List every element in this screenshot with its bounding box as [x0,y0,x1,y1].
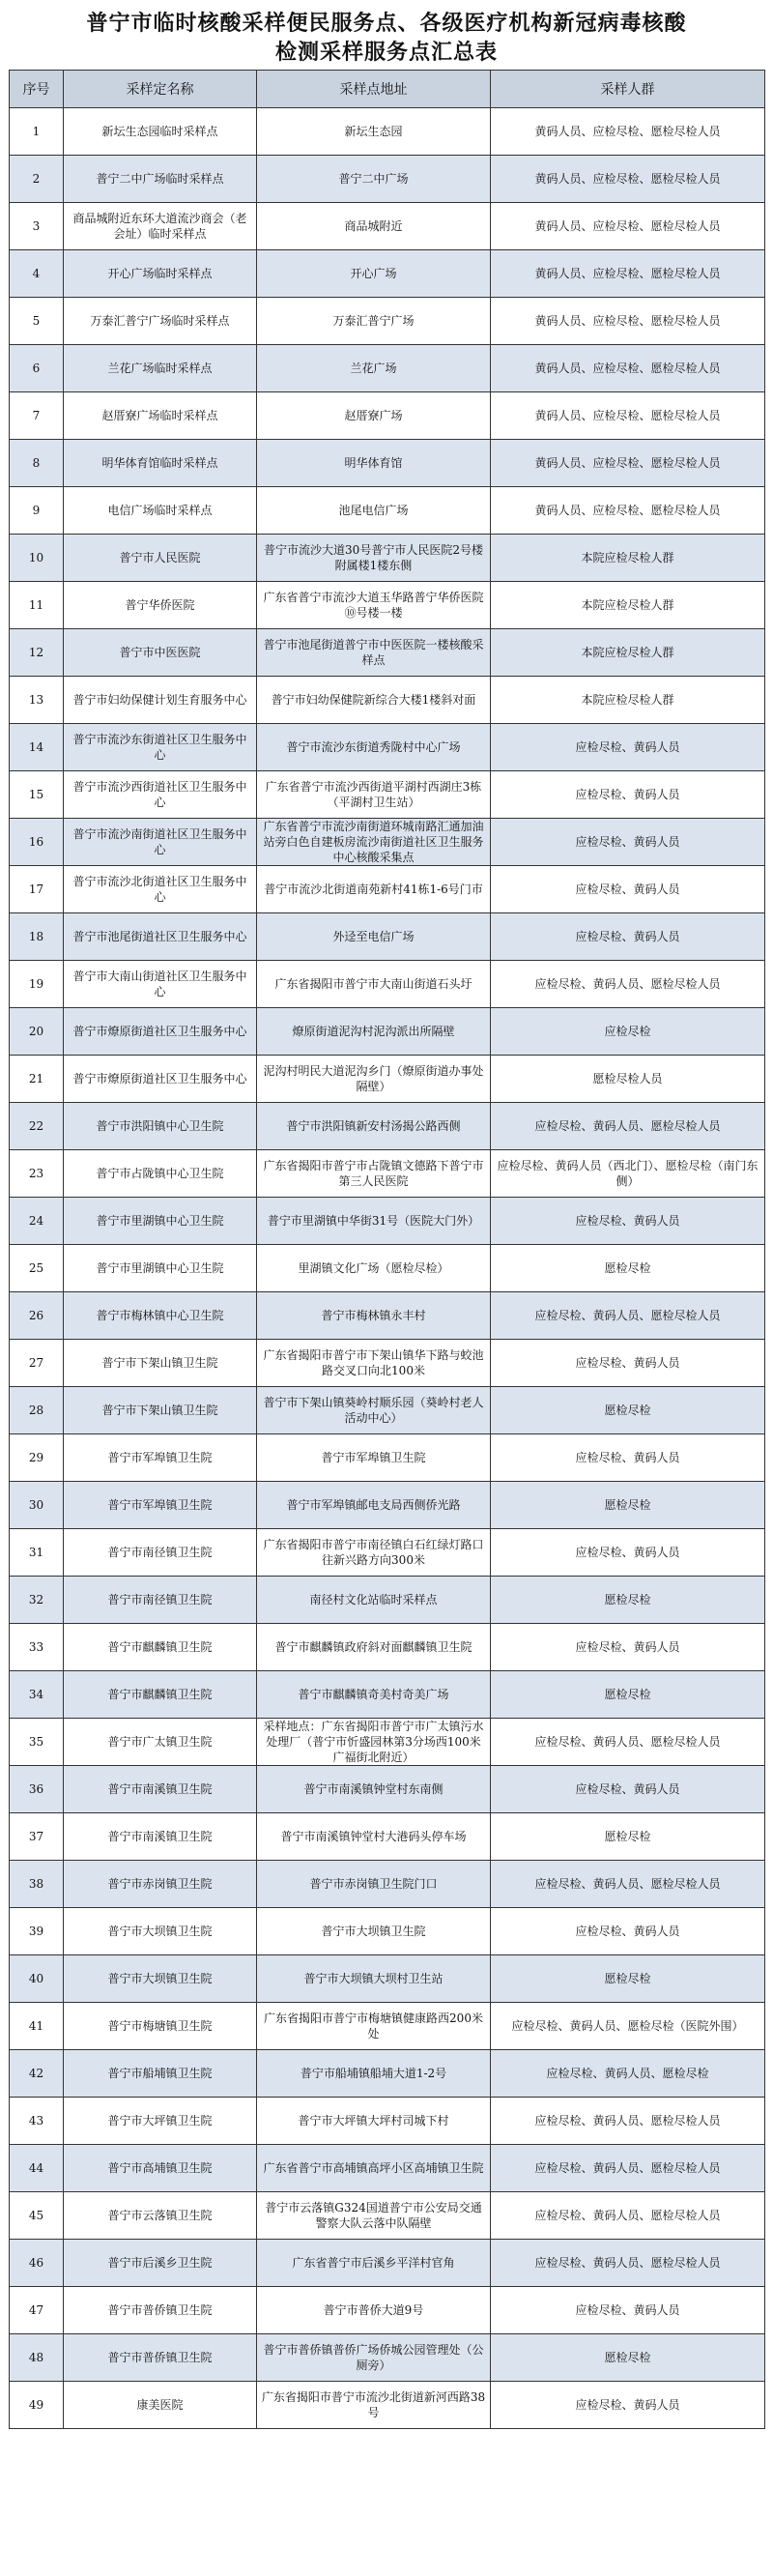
cell-site-address: 赵厝寮广场 [257,392,491,440]
cell-site-address: 普宁市军埠镇卫生院 [257,1434,491,1482]
table-row [10,1861,765,1908]
cell-index: 11 [10,582,64,629]
cell-target-group: 应检尽检、黄码人员、愿检尽检人员 [491,1861,765,1908]
table-row [10,1624,765,1671]
table-row [10,1719,765,1766]
cell-site-address: 广东省揭阳市普宁市南径镇白石红绿灯路口往新兴路方向300米 [257,1529,491,1577]
cell-site-address: 池尾电信广场 [257,487,491,535]
cell-index: 2 [10,156,64,203]
cell-target-group: 应检尽检、黄码人员 [491,1908,765,1955]
cell-index: 22 [10,1103,64,1150]
cell-target-group: 黄码人员、应检尽检、愿检尽检人员 [491,108,765,156]
cell-site-name: 普宁市船埔镇卫生院 [64,2050,257,2098]
cell-site-address: 广东省揭阳市普宁市占陇镇文德路下普宁市第三人民医院 [257,1150,491,1198]
title-line-1: 普宁市临时核酸采样便民服务点、各级医疗机构新冠病毒核酸 [86,11,687,36]
cell-index: 39 [10,1908,64,1955]
cell-site-address: 普宁市南溪镇钟堂村东南侧 [257,1766,491,1813]
cell-site-name: 普宁二中广场临时采样点 [64,156,257,203]
cell-site-address: 普宁市普侨大道9号 [257,2287,491,2334]
cell-site-address: 普宁市流沙东街道秀陇村中心广场 [257,724,491,771]
cell-site-address: 明华体育馆 [257,440,491,487]
cell-site-name: 新坛生态园临时采样点 [64,108,257,156]
cell-site-name: 普宁市大坝镇卫生院 [64,1955,257,2003]
cell-site-address: 兰花广场 [257,345,491,392]
cell-site-name: 普宁市里湖镇中心卫生院 [64,1245,257,1292]
cell-index: 19 [10,961,64,1008]
cell-index: 5 [10,298,64,345]
cell-site-address: 普宁市下架山镇葵岭村顺乐园（葵岭村老人活动中心） [257,1387,491,1434]
cell-site-name: 普宁市军埠镇卫生院 [64,1482,257,1529]
cell-index: 20 [10,1008,64,1056]
cell-target-group: 愿检尽检人员 [491,1056,765,1103]
cell-index: 16 [10,819,64,866]
cell-site-address: 普宁市赤岗镇卫生院门口 [257,1861,491,1908]
table-row [10,1908,765,1955]
cell-site-address: 普宁市流沙北街道南苑新村41栋1-6号门市 [257,866,491,913]
table-row [10,1150,765,1198]
table-row [10,1340,765,1387]
cell-target-group: 应检尽检、黄码人员 [491,1340,765,1387]
header-site-address: 采样点地址 [257,71,491,108]
cell-index: 7 [10,392,64,440]
cell-site-name: 普宁市高埔镇卫生院 [64,2145,257,2192]
table-row [10,1955,765,2003]
cell-site-address: 泥沟村明民大道泥沟乡门（燎原街道办事处隔壁） [257,1056,491,1103]
cell-site-name: 普宁市大坪镇卫生院 [64,2098,257,2145]
cell-site-address: 普宁市洪阳镇新安村汤揭公路西侧 [257,1103,491,1150]
table-row [10,392,765,440]
header-row [10,71,765,108]
cell-site-address: 普宁市云落镇G324国道普宁市公安局交通警察大队云落中队隔壁 [257,2192,491,2240]
cell-site-address: 广东省揭阳市普宁市下架山镇华下路与蛟池路交叉口向北100米 [257,1340,491,1387]
table-row [10,1529,765,1577]
cell-index: 28 [10,1387,64,1434]
table-row [10,2003,765,2050]
cell-site-name: 赵厝寮广场临时采样点 [64,392,257,440]
cell-index: 35 [10,1719,64,1766]
table-row [10,2192,765,2240]
cell-site-name: 普宁市妇幼保健计划生育服务中心 [64,677,257,724]
cell-site-name: 普宁市梅塘镇卫生院 [64,2003,257,2050]
cell-index: 42 [10,2050,64,2098]
cell-index: 46 [10,2240,64,2287]
table-row [10,2098,765,2145]
cell-target-group: 黄码人员、应检尽检、愿检尽检人员 [491,156,765,203]
cell-site-address: 普宁市普侨镇普侨广场侨城公园管理处（公厕旁） [257,2334,491,2382]
cell-site-name: 普宁市南径镇卫生院 [64,1529,257,1577]
cell-site-address: 开心广场 [257,250,491,298]
cell-index: 14 [10,724,64,771]
cell-index: 10 [10,535,64,582]
cell-site-name: 兰花广场临时采样点 [64,345,257,392]
cell-target-group: 黄码人员、应检尽检、愿检尽检人员 [491,392,765,440]
cell-site-address: 普宁市大坪镇大坪村司城下村 [257,2098,491,2145]
cell-site-name: 普宁市人民医院 [64,535,257,582]
cell-target-group: 应检尽检、黄码人员 [491,866,765,913]
table-row [10,724,765,771]
cell-target-group: 应检尽检、黄码人员（西北门）、愿检尽检（南门东侧） [491,1150,765,1198]
table-row [10,2240,765,2287]
cell-site-address: 广东省揭阳市普宁市梅塘镇健康路西200米处 [257,2003,491,2050]
cell-site-name: 普宁市云落镇卫生院 [64,2192,257,2240]
cell-site-name: 普宁市流沙东街道社区卫生服务中心 [64,724,257,771]
table-row [10,156,765,203]
cell-index: 41 [10,2003,64,2050]
cell-site-name: 普宁市池尾街道社区卫生服务中心 [64,913,257,961]
header-index: 序号 [10,71,64,108]
cell-site-name: 普宁市下架山镇卫生院 [64,1387,257,1434]
cell-target-group: 愿检尽检 [491,1482,765,1529]
cell-index: 34 [10,1671,64,1719]
cell-index: 1 [10,108,64,156]
table-row [10,535,765,582]
cell-site-address: 普宁市南溪镇钟堂村大港码头停车场 [257,1813,491,1861]
table-row [10,298,765,345]
cell-target-group: 应检尽检、黄码人员、愿检尽检人员 [491,1103,765,1150]
table-row [10,1387,765,1434]
cell-index: 40 [10,1955,64,2003]
cell-site-address: 南径村文化站临时采样点 [257,1577,491,1624]
table-row [10,1434,765,1482]
table-row [10,440,765,487]
table-row [10,345,765,392]
cell-site-name: 普宁市赤岗镇卫生院 [64,1861,257,1908]
cell-target-group: 黄码人员、应检尽检、愿检尽检人员 [491,487,765,535]
table-row [10,1245,765,1292]
cell-index: 32 [10,1577,64,1624]
cell-index: 15 [10,771,64,819]
table-row [10,1577,765,1624]
cell-target-group: 愿检尽检 [491,1387,765,1434]
cell-index: 48 [10,2334,64,2382]
cell-site-name: 普宁市占陇镇中心卫生院 [64,1150,257,1198]
cell-site-address: 燎原街道泥沟村泥沟派出所隔壁 [257,1008,491,1056]
page-title [9,8,764,68]
header-site-name: 采样定名称 [64,71,257,108]
cell-target-group: 应检尽检、黄码人员、愿检尽检人员 [491,2145,765,2192]
cell-site-name: 普宁市后溪乡卫生院 [64,2240,257,2287]
table-row [10,203,765,250]
cell-target-group: 应检尽检、黄码人员 [491,1434,765,1482]
table-row [10,2287,765,2334]
table-row [10,771,765,819]
cell-index: 29 [10,1434,64,1482]
cell-site-address: 普宁市麒麟镇政府斜对面麒麟镇卫生院 [257,1624,491,1671]
cell-site-address: 普宁市里湖镇中华街31号（医院大门外） [257,1198,491,1245]
cell-target-group: 黄码人员、应检尽检、愿检尽检人员 [491,298,765,345]
cell-target-group: 应检尽检、黄码人员 [491,1529,765,1577]
cell-site-address: 广东省普宁市高埔镇高坪小区高埔镇卫生院 [257,2145,491,2192]
cell-site-address: 普宁市军埠镇邮电支局西侧侨光路 [257,1482,491,1529]
cell-site-name: 普宁市南溪镇卫生院 [64,1813,257,1861]
cell-target-group: 愿检尽检 [491,1813,765,1861]
cell-site-address: 广东省普宁市流沙南街道环城南路汇通加油站旁白色自建板房流沙南街道社区卫生服务中心核酸采集点 [257,819,491,866]
cell-target-group: 应检尽检、黄码人员、愿检尽检人员 [491,2098,765,2145]
table-header [10,71,765,108]
cell-site-name: 普宁市下架山镇卫生院 [64,1340,257,1387]
cell-index: 31 [10,1529,64,1577]
table-row [10,2050,765,2098]
cell-target-group: 应检尽检、黄码人员 [491,2382,765,2429]
cell-site-name: 普宁市麒麟镇卫生院 [64,1624,257,1671]
cell-target-group: 应检尽检、黄码人员 [491,913,765,961]
cell-site-name: 开心广场临时采样点 [64,250,257,298]
cell-target-group: 黄码人员、应检尽检、愿检尽检人员 [491,203,765,250]
cell-site-name: 普宁市普侨镇卫生院 [64,2334,257,2382]
cell-target-group: 愿检尽检 [491,1671,765,1719]
header-target-group: 采样人群 [491,71,765,108]
cell-site-name: 普宁市军埠镇卫生院 [64,1434,257,1482]
cell-site-name: 明华体育馆临时采样点 [64,440,257,487]
cell-target-group: 本院应检尽检人群 [491,535,765,582]
cell-target-group: 应检尽检、黄码人员 [491,2287,765,2334]
cell-target-group: 应检尽检、黄码人员、愿检尽检人员 [491,2192,765,2240]
cell-index: 24 [10,1198,64,1245]
table-row [10,2145,765,2192]
cell-index: 8 [10,440,64,487]
cell-index: 49 [10,2382,64,2429]
cell-site-name: 普宁华侨医院 [64,582,257,629]
cell-site-name: 普宁市流沙南街道社区卫生服务中心 [64,819,257,866]
cell-site-address: 商品城附近 [257,203,491,250]
cell-index: 36 [10,1766,64,1813]
cell-site-address: 里湖镇文化广场（愿检尽检） [257,1245,491,1292]
cell-index: 33 [10,1624,64,1671]
cell-index: 17 [10,866,64,913]
cell-site-name: 普宁市麒麟镇卫生院 [64,1671,257,1719]
cell-site-name: 商品城附近东环大道流沙商会（老会址）临时采样点 [64,203,257,250]
cell-target-group: 应检尽检、黄码人员 [491,771,765,819]
cell-site-address: 普宁市池尾街道普宁市中医医院一楼核酸采样点 [257,629,491,677]
cell-site-address: 普宁市麒麟镇奇美村奇美广场 [257,1671,491,1719]
cell-index: 18 [10,913,64,961]
cell-site-name: 普宁市流沙西街道社区卫生服务中心 [64,771,257,819]
cell-target-group: 应检尽检、黄码人员、愿检尽检人员 [491,1719,765,1766]
cell-site-name: 普宁市广太镇卫生院 [64,1719,257,1766]
cell-target-group: 应检尽检、黄码人员、愿检尽检 [491,2050,765,2098]
cell-site-name: 普宁市燎原街道社区卫生服务中心 [64,1056,257,1103]
cell-site-address: 万泰汇普宁广场 [257,298,491,345]
cell-site-address: 普宁市流沙大道30号普宁市人民医院2号楼附属楼1楼东侧 [257,535,491,582]
table-row [10,1292,765,1340]
cell-index: 13 [10,677,64,724]
cell-site-address: 广东省普宁市流沙大道玉华路普宁华侨医院⑩号楼一楼 [257,582,491,629]
cell-target-group: 应检尽检 [491,1008,765,1056]
cell-target-group: 愿检尽检 [491,2334,765,2382]
cell-site-address: 普宁二中广场 [257,156,491,203]
table-row [10,250,765,298]
cell-site-address: 普宁市大坝镇大坝村卫生站 [257,1955,491,2003]
cell-target-group: 应检尽检、黄码人员、愿检尽检人员 [491,1292,765,1340]
cell-site-address: 广东省普宁市流沙西街道平湖村西湖庄3栋（平湖村卫生站） [257,771,491,819]
table-row [10,582,765,629]
cell-site-name: 普宁市洪阳镇中心卫生院 [64,1103,257,1150]
cell-index: 47 [10,2287,64,2334]
cell-target-group: 应检尽检、黄码人员 [491,724,765,771]
cell-target-group: 应检尽检、黄码人员、愿检尽检人员 [491,2240,765,2287]
cell-site-name: 普宁市中医医院 [64,629,257,677]
cell-target-group: 愿检尽检 [491,1245,765,1292]
cell-site-address: 普宁市梅林镇永丰村 [257,1292,491,1340]
cell-target-group: 应检尽检、黄码人员 [491,819,765,866]
cell-target-group: 愿检尽检 [491,1577,765,1624]
cell-site-name: 电信广场临时采样点 [64,487,257,535]
cell-target-group: 本院应检尽检人群 [491,629,765,677]
cell-index: 4 [10,250,64,298]
table-row [10,677,765,724]
cell-site-name: 康美医院 [64,2382,257,2429]
cell-target-group: 愿检尽检 [491,1955,765,2003]
cell-site-name: 普宁市梅林镇中心卫生院 [64,1292,257,1340]
cell-index: 6 [10,345,64,392]
cell-target-group: 黄码人员、应检尽检、愿检尽检人员 [491,250,765,298]
sampling-sites-table [9,70,765,2429]
cell-site-name: 普宁市普侨镇卫生院 [64,2287,257,2334]
cell-index: 23 [10,1150,64,1198]
cell-index: 45 [10,2192,64,2240]
cell-site-name: 普宁市南径镇卫生院 [64,1577,257,1624]
table-row [10,1482,765,1529]
cell-index: 25 [10,1245,64,1292]
cell-target-group: 应检尽检、黄码人员 [491,1766,765,1813]
cell-target-group: 应检尽检、黄码人员、愿检尽检人员 [491,961,765,1008]
table-row [10,819,765,866]
cell-site-name: 普宁市南溪镇卫生院 [64,1766,257,1813]
cell-target-group: 应检尽检、黄码人员 [491,1198,765,1245]
cell-site-address: 广东省揭阳市普宁市流沙北街道新河西路38号 [257,2382,491,2429]
cell-index: 9 [10,487,64,535]
table-row [10,1103,765,1150]
cell-site-address: 广东省普宁市后溪乡平洋村官角 [257,2240,491,2287]
title-line-2: 检测采样服务点汇总表 [274,40,498,65]
cell-index: 27 [10,1340,64,1387]
cell-target-group: 本院应检尽检人群 [491,582,765,629]
cell-site-address: 外迳至电信广场 [257,913,491,961]
table-row [10,1671,765,1719]
cell-index: 3 [10,203,64,250]
cell-index: 43 [10,2098,64,2145]
cell-index: 38 [10,1861,64,1908]
cell-site-address: 普宁市妇幼保健院新综合大楼1楼斜对面 [257,677,491,724]
cell-site-address: 广东省揭阳市普宁市大南山街道石头圩 [257,961,491,1008]
table-row [10,2382,765,2429]
cell-target-group: 黄码人员、应检尽检、愿检尽检人员 [491,345,765,392]
cell-site-name: 普宁市流沙北街道社区卫生服务中心 [64,866,257,913]
cell-target-group: 应检尽检、黄码人员、愿检尽检（医院外围） [491,2003,765,2050]
table-row [10,108,765,156]
table-body [10,108,765,2429]
table-row [10,487,765,535]
cell-site-name: 万泰汇普宁广场临时采样点 [64,298,257,345]
cell-target-group: 应检尽检、黄码人员 [491,1624,765,1671]
cell-index: 30 [10,1482,64,1529]
cell-index: 37 [10,1813,64,1861]
cell-site-name: 普宁市大南山街道社区卫生服务中心 [64,961,257,1008]
cell-site-address: 普宁市船埔镇船埔大道1-2号 [257,2050,491,2098]
cell-target-group: 本院应检尽检人群 [491,677,765,724]
cell-site-address: 普宁市大坝镇卫生院 [257,1908,491,1955]
table-row [10,1813,765,1861]
cell-target-group: 黄码人员、应检尽检、愿检尽检人员 [491,440,765,487]
table-row [10,1008,765,1056]
table-row [10,1198,765,1245]
table-row [10,1766,765,1813]
cell-site-name: 普宁市大坝镇卫生院 [64,1908,257,1955]
cell-site-name: 普宁市燎原街道社区卫生服务中心 [64,1008,257,1056]
cell-index: 21 [10,1056,64,1103]
cell-site-address: 采样地点：广东省揭阳市普宁市广太镇污水处理厂（普宁市忻盛园林第3分场西100米广福街北附近） [257,1719,491,1766]
table-row [10,629,765,677]
cell-index: 44 [10,2145,64,2192]
table-row [10,913,765,961]
table-row [10,961,765,1008]
table-row [10,1056,765,1103]
table-row [10,2334,765,2382]
cell-site-address: 新坛生态园 [257,108,491,156]
table-row [10,866,765,913]
cell-index: 12 [10,629,64,677]
cell-index: 26 [10,1292,64,1340]
cell-site-name: 普宁市里湖镇中心卫生院 [64,1198,257,1245]
